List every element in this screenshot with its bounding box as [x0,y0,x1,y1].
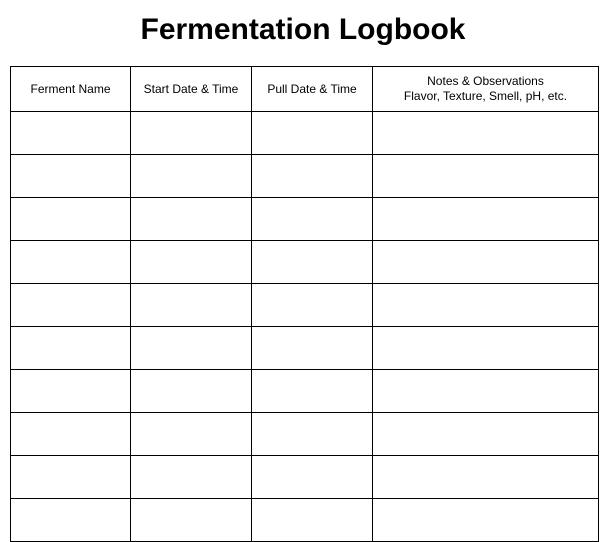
cell-notes[interactable] [373,327,599,370]
cell-notes[interactable] [373,155,599,198]
cell-ferment-name[interactable] [11,284,131,327]
cell-pull-date-time[interactable] [252,413,373,456]
cell-pull-date-time[interactable] [252,456,373,499]
fermentation-log-table [10,66,599,542]
header-ferment-name: Ferment Name [11,67,131,112]
table-row [11,413,599,456]
table-row [11,284,599,327]
cell-start-date-time[interactable] [131,499,252,542]
cell-start-date-time[interactable] [131,241,252,284]
cell-ferment-name[interactable] [11,241,131,284]
cell-ferment-name[interactable] [11,413,131,456]
header-pull-date-time: Pull Date & Time [252,67,373,112]
cell-notes[interactable] [373,499,599,542]
table-row [11,112,599,155]
cell-notes[interactable] [373,370,599,413]
cell-start-date-time[interactable] [131,456,252,499]
table-row [11,327,599,370]
cell-pull-date-time[interactable] [252,112,373,155]
cell-pull-date-time[interactable] [252,198,373,241]
cell-notes[interactable] [373,284,599,327]
cell-start-date-time[interactable] [131,155,252,198]
cell-start-date-time[interactable] [131,327,252,370]
cell-ferment-name[interactable] [11,499,131,542]
cell-pull-date-time[interactable] [252,327,373,370]
table-row [11,499,599,542]
table-row [11,456,599,499]
cell-pull-date-time[interactable] [252,241,373,284]
cell-start-date-time[interactable] [131,198,252,241]
cell-notes[interactable] [373,112,599,155]
page-title: Fermentation Logbook [140,13,466,46]
cell-ferment-name[interactable] [11,456,131,499]
cell-ferment-name[interactable] [11,112,131,155]
cell-ferment-name[interactable] [11,327,131,370]
header-notes-title: Notes & Observations [427,74,544,88]
cell-notes[interactable] [373,241,599,284]
table-row [11,370,599,413]
log-rows [11,112,599,542]
header-notes-observations [373,67,599,112]
header-row [11,67,599,112]
table-row [11,241,599,284]
cell-start-date-time[interactable] [131,413,252,456]
cell-ferment-name[interactable] [11,155,131,198]
cell-pull-date-time[interactable] [252,370,373,413]
cell-pull-date-time[interactable] [252,499,373,542]
table-row [11,155,599,198]
cell-start-date-time[interactable] [131,112,252,155]
cell-pull-date-time[interactable] [252,155,373,198]
cell-notes[interactable] [373,198,599,241]
cell-start-date-time[interactable] [131,370,252,413]
cell-ferment-name[interactable] [11,198,131,241]
cell-notes[interactable] [373,456,599,499]
cell-notes[interactable] [373,413,599,456]
cell-ferment-name[interactable] [11,370,131,413]
cell-pull-date-time[interactable] [252,284,373,327]
header-notes-subtitle: Flavor, Texture, Smell, pH, etc. [403,89,568,103]
header-start-date-time: Start Date & Time [131,67,252,112]
cell-start-date-time[interactable] [131,284,252,327]
table-row [11,198,599,241]
